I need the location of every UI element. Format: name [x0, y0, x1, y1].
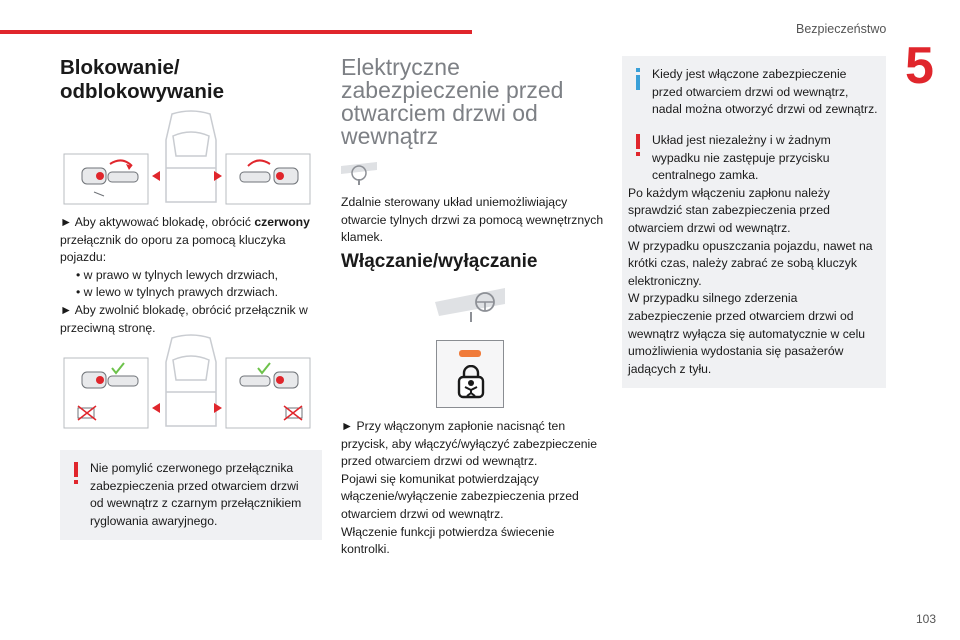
warning-line: Po każdym włączeniu zapłonu należy sprawdzić stan zabezpieczenia przed otwarciem drzwi od wewnątrz.	[628, 185, 830, 235]
step-activate-bold: czerwony	[254, 215, 310, 229]
step-press	[341, 418, 605, 471]
warning-note-system	[622, 122, 886, 388]
warning-mark-icon	[630, 132, 646, 158]
title-line: zabezpieczenie przed	[341, 77, 564, 103]
locking-instructions	[60, 214, 322, 337]
step-release-text: Aby zwolnić blokadę, obrócić przełącznik w przeciwną stronę.	[60, 302, 308, 335]
pointer-right-icon	[152, 403, 160, 413]
title-line: otwarciem drzwi od	[341, 100, 538, 126]
lock-diagram-release	[60, 332, 322, 432]
child-lock-icon	[456, 365, 486, 399]
column-locking	[60, 56, 322, 104]
step-arrow: ►	[341, 419, 354, 433]
car-top-view	[166, 111, 216, 202]
title-line: wewnątrz	[341, 123, 439, 149]
step-activate-text: Aby aktywować blokadę, obrócić	[74, 215, 255, 229]
info-mark-icon	[630, 66, 646, 92]
pointer-right-icon	[152, 171, 160, 181]
warning-note-switch	[60, 450, 322, 540]
subsection-on-off	[341, 253, 605, 271]
info-note	[622, 56, 886, 129]
step-arrow: ►	[60, 302, 73, 317]
child-lock-button[interactable]	[436, 340, 504, 408]
title-line: Elektryczne	[341, 54, 460, 80]
step-activate	[60, 214, 322, 267]
child-lock-intro	[341, 194, 605, 247]
locking-title-line2: odblokowywanie	[60, 80, 225, 103]
locking-title-line1: Blokowanie/	[60, 56, 180, 79]
door-handle-blocked-icon	[284, 406, 302, 420]
info-text: Kiedy jest włączone zabezpieczenie przed otwarciem drzwi od wewnątrz, nadal można otworzyć drzwi od zewnątrz.	[652, 67, 878, 117]
child-lock-title	[341, 56, 605, 148]
subsection-title: Włączanie/wyłączanie	[341, 251, 538, 272]
step-arrow: ►	[60, 215, 73, 229]
lock-diagram-activate	[60, 110, 322, 208]
steering-wheel-icon	[341, 160, 377, 186]
confirmation-text: Pojawi się komunikat potwierdzający włączenie/wyłączenie zabezpieczenia przed otwarciem drzwi od wewnątrz.	[341, 471, 579, 521]
dashboard-steering-wheel-icon	[435, 286, 507, 324]
column-child-lock	[341, 56, 605, 148]
step-press-text: Przy włączonym zapłonie nacisnąć ten przycisk, aby włączyć/wyłączyć zabezpieczenie przed otwarciem drzwi od wewnątrz.	[341, 419, 598, 469]
child-lock-instructions	[341, 418, 605, 559]
bullet-item: • w prawo w tylnych lewych drzwiach,	[76, 267, 279, 282]
section-title: Bezpieczeństwo	[796, 22, 887, 36]
chapter-number: 5	[905, 37, 934, 95]
warning-line: W przypadku opuszczania pojazdu, nawet na krótki czas, należy zabrać ze sobą kluczyk elektroniczny.	[628, 238, 873, 288]
page-number: 103	[915, 612, 936, 626]
door-handle-blocked-icon	[78, 406, 96, 420]
top-accent-bar	[0, 30, 472, 34]
locking-title	[60, 56, 322, 104]
bullet-item: • w lewo w tylnych prawych drzwiach.	[76, 285, 279, 300]
warning-line: Układ jest niezależny i w żadnym wypadku nie zastępuje przycisku centralnego zamka.	[652, 133, 831, 183]
car-top-view	[166, 335, 216, 426]
intro-text: Zdalnie sterowany układ uniemożliwiający otwarcie tylnych drzwi za pomocą wewnętrznych klamek.	[341, 195, 604, 245]
left-door-inset	[64, 358, 148, 428]
pointer-left-icon	[214, 403, 222, 413]
step-activate-text-end: przełącznik do oporu za pomocą kluczyka pojazdu:	[60, 232, 286, 265]
warning-line: W przypadku silnego zderzenia zabezpieczenie przed otwarciem drzwi od wewnątrz wyłącza się automatycznie w celu umożliwienia wydostania się pasażerów jadących z tyłu.	[628, 291, 866, 376]
pointer-left-icon	[214, 171, 222, 181]
warning-mark-icon	[68, 460, 84, 486]
warning-text: Nie pomylić czerwonego przełącznika zabezpieczenia przed otwarciem drzwi od wewnątrz z czarnym przełącznikiem ryglowania awaryjnego.	[90, 461, 302, 528]
lamp-text: Włączenie funkcji potwierdza świecenie kontrolki.	[341, 524, 555, 557]
indicator-lamp	[459, 350, 481, 357]
